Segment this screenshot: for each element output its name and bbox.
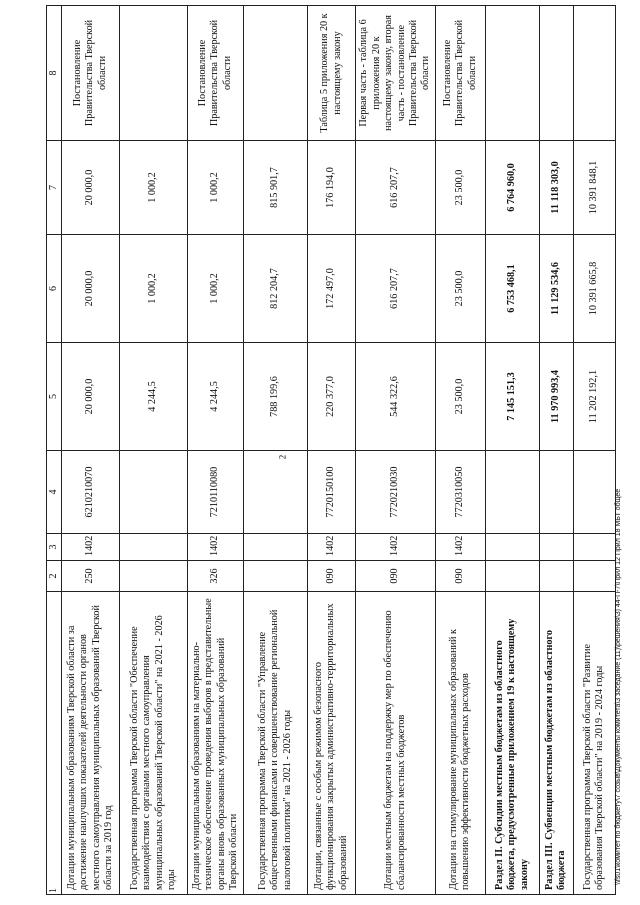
table-cell-c6: 10 391 665,8: [573, 235, 615, 343]
table-cell-c3: [244, 534, 308, 561]
budget-table: [46, 5, 616, 895]
table-cell-c1: Государственная программа Тверской области "Управление общественными финансами и совершенствование региональной налоговой политики" на 2021 - 2026 годы: [244, 592, 308, 895]
header-cell: 2: [47, 561, 62, 592]
header-cell: 7: [47, 141, 62, 235]
footer-path: \\fs01\комитет по бюджету\7 созыв\Документы комитета\3 заседание (11)\решения\3) 44-П-7\Прил 12 Прил 18 МБТ общее: [615, 488, 622, 885]
table-cell-c1: Дотации местным бюджетам на поддержку мер по обеспечению сбалансированности местных бюджетов: [356, 592, 436, 895]
table-cell-c4: 6210210070: [62, 451, 120, 534]
table-cell-c8: Таблица 5 приложения 20 к настоящему закону: [308, 6, 356, 141]
table-cell-c6: 23 500,0: [435, 235, 485, 343]
table-cell-c6: 11 129 534,6: [539, 235, 573, 343]
table-cell-c4: [485, 451, 539, 534]
table-cell-c5: 4 244,5: [188, 343, 244, 451]
table-cell-c2: 326: [188, 561, 244, 592]
table-cell-c3: 1402: [435, 534, 485, 561]
header-cell: 6: [47, 235, 62, 343]
rotated-table: [46, 13, 606, 895]
table-cell-c8: [539, 6, 573, 141]
table-cell-c3: 1402: [308, 534, 356, 561]
table-cell-c5: 11 970 993,4: [539, 343, 573, 451]
table-cell-c6: 6 753 468,1: [485, 235, 539, 343]
header-cell: 4: [47, 451, 62, 534]
header-cell: 3: [47, 534, 62, 561]
table-cell-c7: 6 764 960,0: [485, 141, 539, 235]
table-cell-c5: 20 000,0: [62, 343, 120, 451]
table-cell-c1: Государственная программа Тверской области "Развитие образования Тверской области" на 2019 - 2024 годы: [573, 592, 615, 895]
table-cell-c2: [244, 561, 308, 592]
table-cell-c6: 1 000,2: [120, 235, 188, 343]
table-row: [244, 6, 308, 895]
table-cell-c7: 1 000,2: [188, 141, 244, 235]
table-cell-c6: 616 207,7: [356, 235, 436, 343]
table-cell-c2: [120, 561, 188, 592]
table-cell-c5: 4 244,5: [120, 343, 188, 451]
header-cell: 5: [47, 343, 62, 451]
table-row: [120, 6, 188, 895]
table-row: [356, 6, 436, 895]
table-row: [485, 6, 539, 895]
table-cell-c8: [120, 6, 188, 141]
table-row: [188, 6, 244, 895]
header-row: [47, 6, 62, 895]
table-cell-c4: [573, 451, 615, 534]
table-cell-c8: Первая часть - таблица 6 приложения 20 к настоящему закону, вторая часть - постановление Правительства Тверской области: [356, 6, 436, 141]
table-cell-c5: 7 145 151,3: [485, 343, 539, 451]
table-cell-c8: [485, 6, 539, 141]
table-row: [62, 6, 120, 895]
table-cell-c1: Государственная программа Тверской области "Обеспечение взаимодействия с органами местного самоуправления муниципальных образований Тверской области" на 2021 - 2026 годы: [120, 592, 188, 895]
table-cell-c2: [539, 561, 573, 592]
table-cell-c8: Постановление Правительства Тверской области: [435, 6, 485, 141]
table-cell-c7: 20 000,0: [62, 141, 120, 235]
table-cell-c6: 812 204,7: [244, 235, 308, 343]
table-cell-c5: 544 322,6: [356, 343, 436, 451]
table-cell-c2: 090: [435, 561, 485, 592]
table-cell-c8: [244, 6, 308, 141]
table-row: [308, 6, 356, 895]
table-cell-c3: [573, 534, 615, 561]
table-cell-c3: [120, 534, 188, 561]
table-cell-c4: 7720310050: [435, 451, 485, 534]
table-cell-c4: 7720150100: [308, 451, 356, 534]
table-cell-c2: 250: [62, 561, 120, 592]
table-cell-c3: 1402: [188, 534, 244, 561]
table-cell-c7: 10 391 848,1: [573, 141, 615, 235]
table-cell-c4: [244, 451, 308, 534]
table-cell-c4: [539, 451, 573, 534]
header-cell: 8: [47, 6, 62, 141]
table-container: [46, 13, 606, 895]
table-cell-c1: Дотации муниципальным образованиям Тверской области за достижение наилучших показателей деятельности органов местного самоуправления муниципальных образований Тверской области за 2019 год: [62, 592, 120, 895]
table-cell-c7: 23 500,0: [435, 141, 485, 235]
table-cell-c4: [120, 451, 188, 534]
table-cell-c2: 090: [356, 561, 436, 592]
table-cell-c5: 220 377,0: [308, 343, 356, 451]
table-cell-c4: 7210110080: [188, 451, 244, 534]
table-cell-c7: 1 000,2: [120, 141, 188, 235]
table-cell-c1: Раздел III. Субвенции местным бюджетам из областного бюджета: [539, 592, 573, 895]
table-cell-c3: [539, 534, 573, 561]
table-cell-c8: Постановление Правительства Тверской области: [62, 6, 120, 141]
table-row: [435, 6, 485, 895]
table-cell-c6: 1 000,2: [188, 235, 244, 343]
table-cell-c3: [485, 534, 539, 561]
table-cell-c6: 172 497,0: [308, 235, 356, 343]
table-cell-c1: Дотации муниципальным образованиям на материально-техническое обеспечение проведения выборов в представительные органы вновь образованных муниципальных образований Тверской области: [188, 592, 244, 895]
table-cell-c5: 23 500,0: [435, 343, 485, 451]
table-cell-c7: 616 207,7: [356, 141, 436, 235]
table-cell-c5: 788 199,6: [244, 343, 308, 451]
table-cell-c1: Раздел II. Субсидии местным бюджетам из областного бюджета, предусмотренные приложением 19 к настоящему закону: [485, 592, 539, 895]
table-cell-c8: [573, 6, 615, 141]
table-row: [573, 6, 615, 895]
table-cell-c1: Дотации, связанные с особым режимом безопасного функционирования закрытых административно-территориальных образований: [308, 592, 356, 895]
table-cell-c3: 1402: [356, 534, 436, 561]
table-cell-c4: 7720210030: [356, 451, 436, 534]
page-number: 2: [277, 454, 288, 460]
table-cell-c2: [485, 561, 539, 592]
header-cell: 1: [47, 592, 62, 895]
table-cell-c2: [573, 561, 615, 592]
table-cell-c7: 11 118 303,0: [539, 141, 573, 235]
table-cell-c2: 090: [308, 561, 356, 592]
table-cell-c7: 815 901,7: [244, 141, 308, 235]
table-cell-c3: 1402: [62, 534, 120, 561]
table-row: [539, 6, 573, 895]
table-cell-c1: Дотации на стимулирование муниципальных образований к повышению эффективности бюджетных расходов: [435, 592, 485, 895]
table-cell-c5: 11 202 192,1: [573, 343, 615, 451]
table-cell-c6: 20 000,0: [62, 235, 120, 343]
table-cell-c8: Постановление Правительства Тверской области: [188, 6, 244, 141]
table-cell-c7: 176 194,0: [308, 141, 356, 235]
